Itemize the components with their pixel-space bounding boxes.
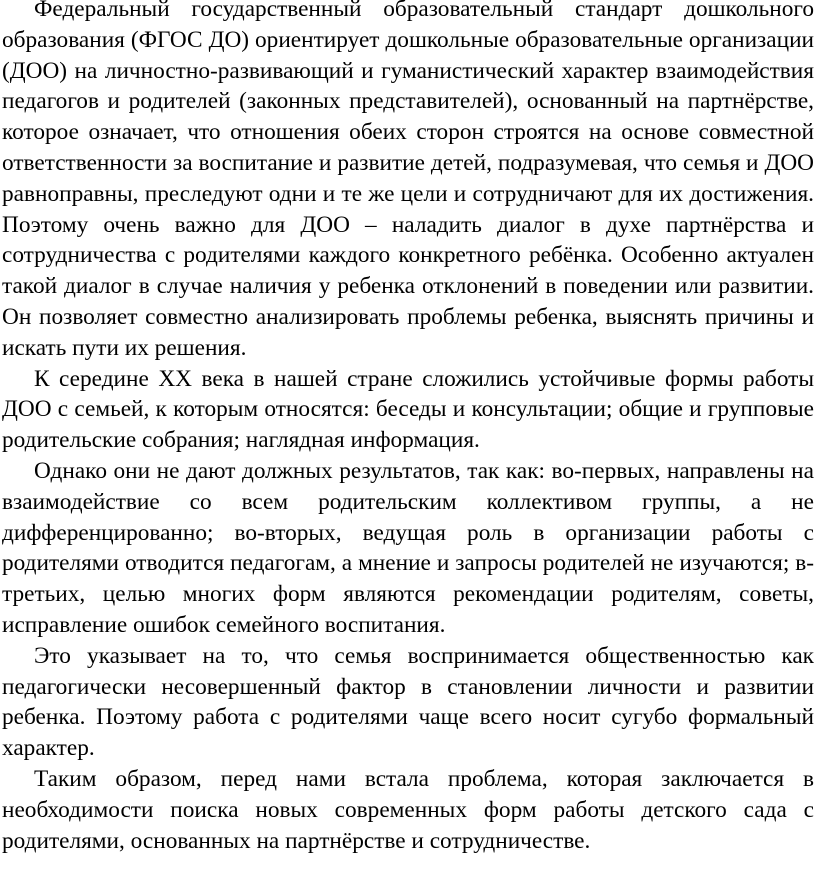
paragraph-traditional-forms: К середине XX века в нашей стране сложились устойчивые формы работы ДОО с семьей, к которым относятся: беседы и консультации; общие и групповые родительские собрания; наглядная информация.	[2, 365, 814, 454]
paragraph-problem-statement: Таким образом, перед нами встала проблема, которая заключается в необходимости поиска новых современных форм работы детского сада с родителями, основанных на партнёрстве и сотрудничестве.	[2, 765, 814, 854]
paragraph-fgos-intro: Федеральный государственный образовательный стандарт дошкольного образования (ФГОС ДО) ориентирует дошкольные образовательные организации (ДОО) на личностно-развивающий и гуманистический характер взаимодействия педагогов и родителей (законных представителей), основанный на партнёрстве, которое означает, что отношения обеих сторон строятся на основе совместной ответственности за воспитание и развитие детей, подразумевая, что семья и ДОО равноправны, преследуют одни и те же цели и сотрудничают для их достижения. Поэтому очень важно для ДОО – наладить диалог в духе партнёрства и сотрудничества с родителями каждого конкретного ребёнка. Особенно актуален такой диалог в случае наличия у ребенка отклонений в поведении или развитии. Он позволяет совместно анализировать проблемы ребенка, выяснять причины и искать пути их решения.	[2, 0, 814, 361]
paragraph-shortcomings: Однако они не дают должных результатов, так как: во-первых, направлены на взаимодействие со всем родительским коллективом группы, а не дифференцированно; во-вторых, ведущая роль в организации работы с родителями отводится педагогам, а мнение и запросы родителей не изучаются; в-третьих, целью многих форм являются рекомендации родителям, советы, исправление ошибок семейного воспитания.	[2, 457, 814, 638]
paragraph-family-perception: Это указывает на то, что семья воспринимается общественностью как педагогически несовершенный фактор в становлении личности и развитии ребенка. Поэтому работа с родителями чаще всего носит сугубо формальный характер.	[2, 642, 814, 762]
